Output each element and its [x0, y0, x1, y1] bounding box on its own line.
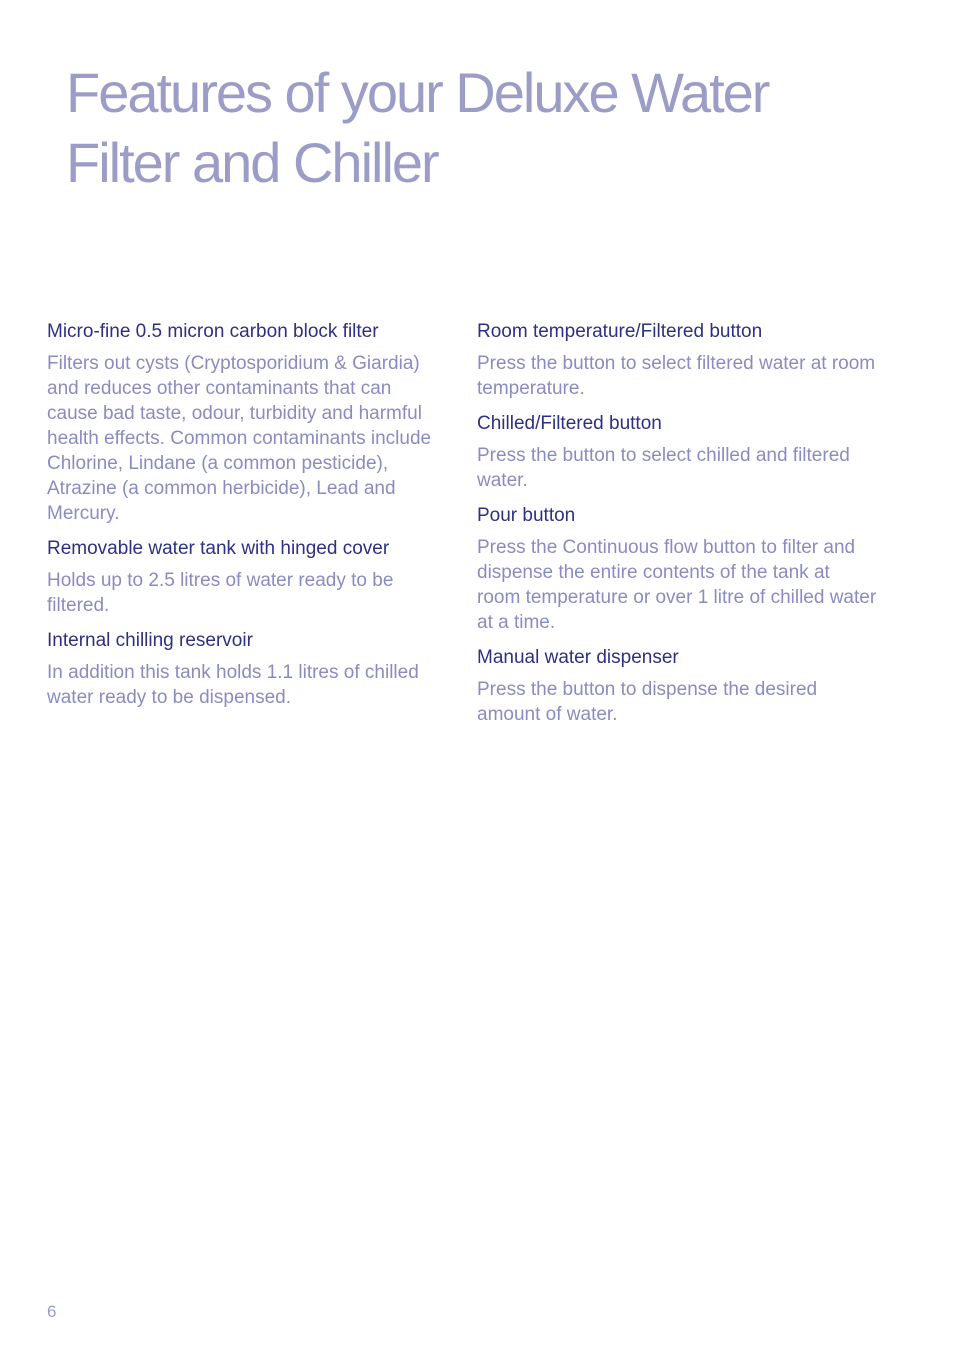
section-heading: Removable water tank with hinged cover: [47, 538, 390, 559]
feature-section-manual-dispenser: [477, 644, 892, 727]
feature-section-pour-button: [477, 502, 892, 635]
section-body: Press the button to dispense the desired amount of water.: [477, 679, 818, 725]
section-heading: Room temperature/Filtered button: [477, 321, 763, 342]
section-body: Press the button to select chilled and filtered water.: [477, 445, 850, 491]
right-column: [477, 318, 892, 736]
feature-section-water-tank: [47, 535, 452, 618]
section-body: Press the Continuous flow button to filter and dispense the entire contents of the tank at room temperature or over 1 litre of chilled water at a time.: [477, 537, 877, 633]
section-heading: Chilled/Filtered button: [477, 413, 662, 434]
section-heading: Internal chilling reservoir: [47, 630, 253, 651]
section-body: In addition this tank holds 1.1 litres of chilled water ready to be dispensed.: [47, 662, 419, 708]
section-heading: Micro-fine 0.5 micron carbon block filter: [47, 321, 379, 342]
left-column: [47, 318, 452, 719]
feature-section-chilled-button: [477, 410, 892, 493]
page-number: 6: [47, 1302, 57, 1321]
section-heading: Manual water dispenser: [477, 647, 679, 668]
page-title: Features of your Deluxe Water Filter and Chiller: [66, 61, 769, 194]
feature-section-carbon-filter: [47, 318, 452, 526]
section-body: Press the button to select filtered water at room temperature.: [477, 353, 876, 399]
section-body: Filters out cysts (Cryptosporidium & Giardia) and reduces other contaminants that can cause bad taste, odour, turbidity and harmful health effects. Common contaminants include Chlorine, Lindane (a common pesticide), Atrazine (a common herbicide), Lead and Mercury.: [47, 353, 432, 524]
feature-section-room-temp-button: [477, 318, 892, 401]
section-heading: Pour button: [477, 505, 576, 526]
feature-section-chilling-reservoir: [47, 627, 452, 710]
section-body: Holds up to 2.5 litres of water ready to be filtered.: [47, 570, 394, 616]
